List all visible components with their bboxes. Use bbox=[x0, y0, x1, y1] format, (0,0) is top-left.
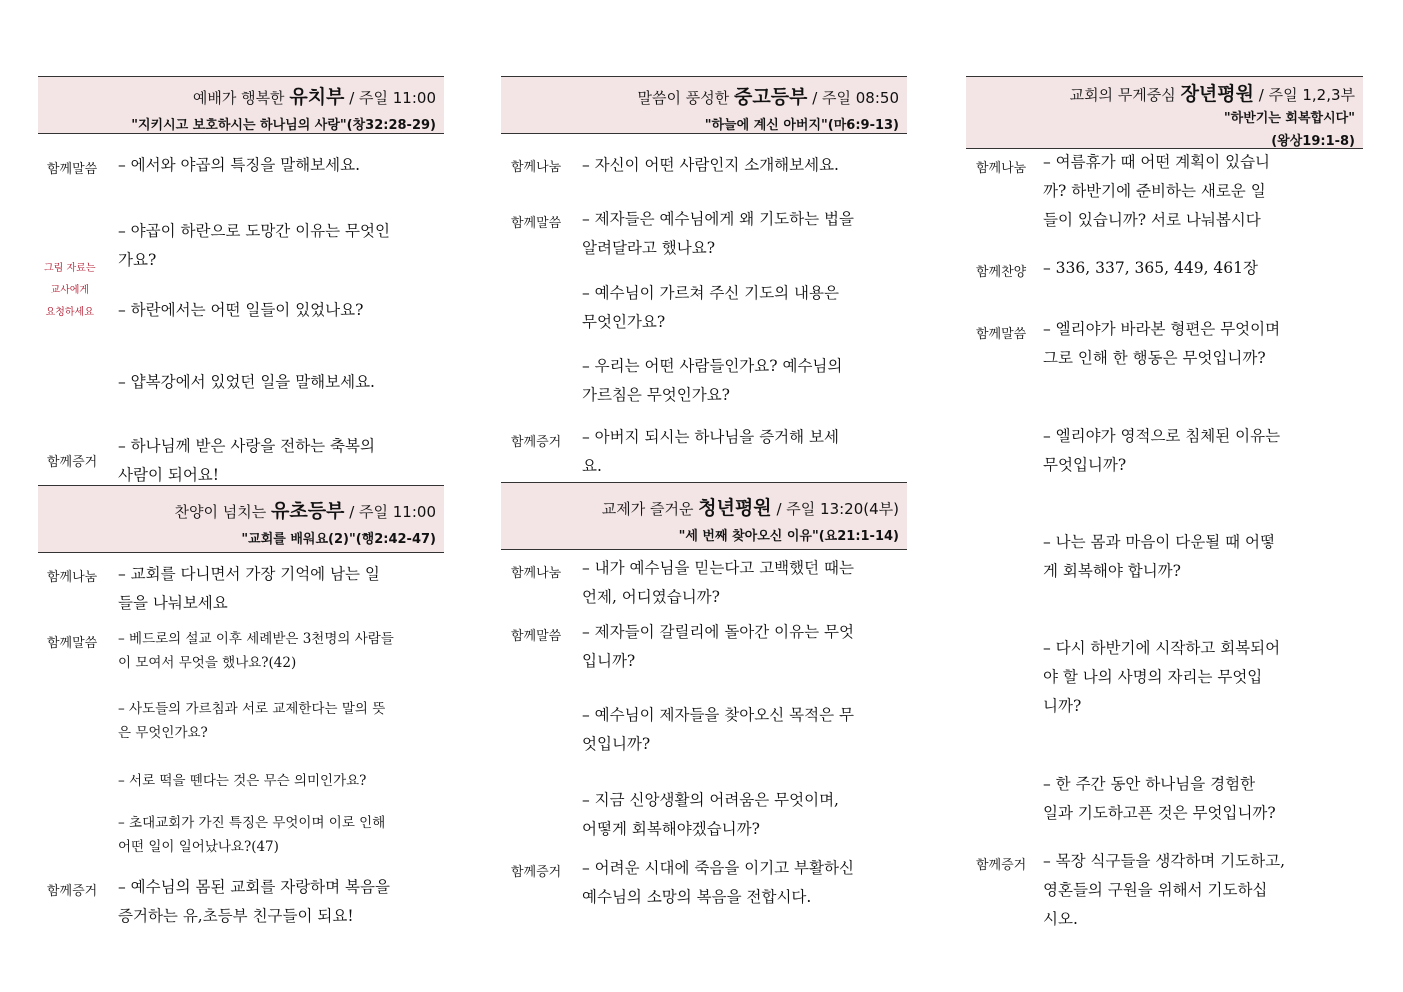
question-item: – 초대교회가 가진 특징은 무엇이며 이로 인해 어떤 일이 일어났나요?(47) bbox=[118, 815, 386, 855]
category-witness: 함께증거 bbox=[511, 865, 562, 880]
category-word: 함께말씀 bbox=[511, 629, 562, 644]
question-item: – 아버지 되시는 하나님을 증거해 보세 요. bbox=[582, 428, 839, 475]
question-item: – 다시 하반기에 시작하고 회복되어 야 할 나의 사명의 자리는 무엇입 니까? bbox=[1043, 639, 1281, 715]
category-sharing: 함께나눔 bbox=[511, 566, 562, 581]
question-item: – 엘리야가 바라본 형편은 무엇이며 그로 인해 한 행동은 무엇입니까? bbox=[1043, 320, 1281, 367]
category-sharing: 함께나눔 bbox=[511, 160, 562, 175]
sermon-title: "지키시고 보호하시는 하나님의 사랑"(창32:28-29) bbox=[131, 118, 436, 133]
question-item: – 여름휴가 때 어떤 계획이 있습니 까? 하반기에 준비하는 새로운 일 들이 있습니까? 서로 나눠봅시다 bbox=[1043, 153, 1271, 229]
side-note bbox=[44, 258, 95, 324]
category-word: 함께말씀 bbox=[47, 636, 98, 651]
department-name: 중고등부 bbox=[733, 86, 808, 108]
question-item: – 예수님이 제자들을 찾아오신 목적은 무 엇입니까? bbox=[582, 706, 854, 753]
title-prefix: 예배가 행복한 bbox=[192, 89, 285, 107]
question-item: – 에서와 야곱의 특징을 말해보세요. bbox=[118, 156, 361, 174]
header-young-adults bbox=[501, 482, 907, 550]
department-name: 유초등부 bbox=[270, 500, 345, 522]
category-witness: 함께증거 bbox=[511, 435, 562, 450]
hymn-numbers: – 336, 337, 365, 449, 461장 bbox=[1043, 259, 1258, 277]
service-time: / 주일 13:20(4부) bbox=[776, 500, 899, 518]
question-item: – 제자들이 갈릴리에 돌아간 이유는 무엇 입니까? bbox=[582, 623, 854, 670]
category-witness: 함께증거 bbox=[47, 455, 98, 470]
header-youth bbox=[501, 76, 907, 134]
category-witness: 함께증거 bbox=[47, 884, 98, 899]
question-item: – 제자들은 예수님에게 왜 기도하는 법을 알려달라고 했나요? bbox=[582, 210, 854, 257]
category-witness: 함께증거 bbox=[976, 858, 1027, 873]
header-kindergarten bbox=[38, 76, 444, 134]
department-name: 청년평원 bbox=[698, 497, 772, 519]
category-sharing: 함께나눔 bbox=[47, 570, 98, 585]
category-sharing: 함께나눔 bbox=[976, 161, 1027, 176]
question-item: – 예수님의 몸된 교회를 자랑하며 복음을 증거하는 유,초등부 친구들이 되요! bbox=[118, 878, 390, 925]
title-prefix: 말씀이 풍성한 bbox=[637, 89, 730, 107]
section-title bbox=[637, 82, 899, 109]
question-item: – 어려운 시대에 죽음을 이기고 부활하신 예수님의 소망의 복음을 전합시다. bbox=[582, 859, 854, 906]
side-note-line: 그림 자료는 bbox=[44, 263, 96, 274]
question-item: – 내가 예수님을 믿는다고 고백했던 때는 언제, 어디였습니까? bbox=[582, 559, 854, 606]
section-title bbox=[602, 493, 899, 520]
sermon-reference: (왕상19:1-8) bbox=[1271, 134, 1355, 149]
question-item: – 지금 신앙생활의 어려움은 무엇이며, 어떻게 회복해야겠습니까? bbox=[582, 791, 839, 838]
header-adults bbox=[966, 76, 1363, 149]
question-item: – 서로 떡을 뗀다는 것은 무슨 의미인가요? bbox=[118, 773, 367, 789]
question-item: – 엘리야가 영적으로 침체된 이유는 무엇입니까? bbox=[1043, 427, 1281, 474]
sermon-title: "하반기는 회복합시다" bbox=[1223, 111, 1355, 126]
title-prefix: 교제가 즐거운 bbox=[601, 500, 694, 518]
title-prefix: 교회의 무게중심 bbox=[1069, 86, 1176, 104]
header-elementary bbox=[38, 485, 444, 553]
title-prefix: 찬양이 넘치는 bbox=[174, 503, 267, 521]
service-time: / 주일 08:50 bbox=[812, 89, 899, 107]
category-word: 함께말씀 bbox=[976, 327, 1027, 342]
question-item: – 얍복강에서 있었던 일을 말해보세요. bbox=[118, 373, 375, 391]
sermon-title: "세 번째 찾아오신 이유"(요21:1-14) bbox=[678, 529, 899, 544]
question-item: – 나는 몸과 마음이 다운될 때 어떻 게 회복해야 합니까? bbox=[1043, 533, 1275, 580]
question-item: – 한 주간 동안 하나님을 경험한 일과 기도하고픈 것은 무엇입니까? bbox=[1043, 775, 1276, 822]
department-name: 유치부 bbox=[289, 86, 345, 108]
side-note-line: 요청하세요 bbox=[45, 307, 94, 318]
question-item: – 교회를 다니면서 가장 기억에 남는 일 들을 나눠보세요 bbox=[118, 565, 380, 612]
category-word: 함께말씀 bbox=[47, 162, 98, 177]
question-item: – 예수님이 가르쳐 주신 기도의 내용은 무엇인가요? bbox=[582, 284, 839, 331]
question-item: – 베드로의 설교 이후 세례받은 3천명의 사람들 이 모여서 무엇을 했나요?(42) bbox=[118, 631, 394, 671]
sermon-title: "하늘에 계신 아버지"(마6:9-13) bbox=[704, 118, 899, 133]
service-time: / 주일 1,2,3부 bbox=[1258, 86, 1355, 104]
question-item: – 하란에서는 어떤 일들이 있었나요? bbox=[118, 301, 364, 319]
service-time: / 주일 11:00 bbox=[349, 89, 436, 107]
sermon-title: "교회를 배워요(2)"(행2:42-47) bbox=[241, 532, 436, 547]
question-item: – 사도들의 가르침과 서로 교제한다는 말의 뜻 은 무엇인가요? bbox=[118, 701, 386, 741]
question-item: – 자신이 어떤 사람인지 소개해보세요. bbox=[582, 156, 839, 174]
question-item: – 하나님께 받은 사랑을 전하는 축복의 사람이 되어요! bbox=[118, 437, 375, 484]
question-item: – 우리는 어떤 사람들인가요? 예수님의 가르침은 무엇인가요? bbox=[582, 357, 843, 404]
question-item: – 야곱이 하란으로 도망간 이유는 무엇인 가요? bbox=[118, 222, 390, 269]
section-title bbox=[193, 82, 436, 109]
category-praise: 함께찬양 bbox=[976, 265, 1027, 280]
department-name: 장년평원 bbox=[1180, 83, 1254, 105]
question-item: – 목장 식구들을 생각하며 기도하고, 영혼들의 구원을 위해서 기도하십 시오. bbox=[1043, 852, 1286, 928]
service-time: / 주일 11:00 bbox=[349, 503, 436, 521]
side-note-line: 교사에게 bbox=[50, 285, 90, 296]
section-title bbox=[174, 496, 436, 523]
section-title bbox=[1070, 79, 1355, 106]
category-word: 함께말씀 bbox=[511, 216, 562, 231]
